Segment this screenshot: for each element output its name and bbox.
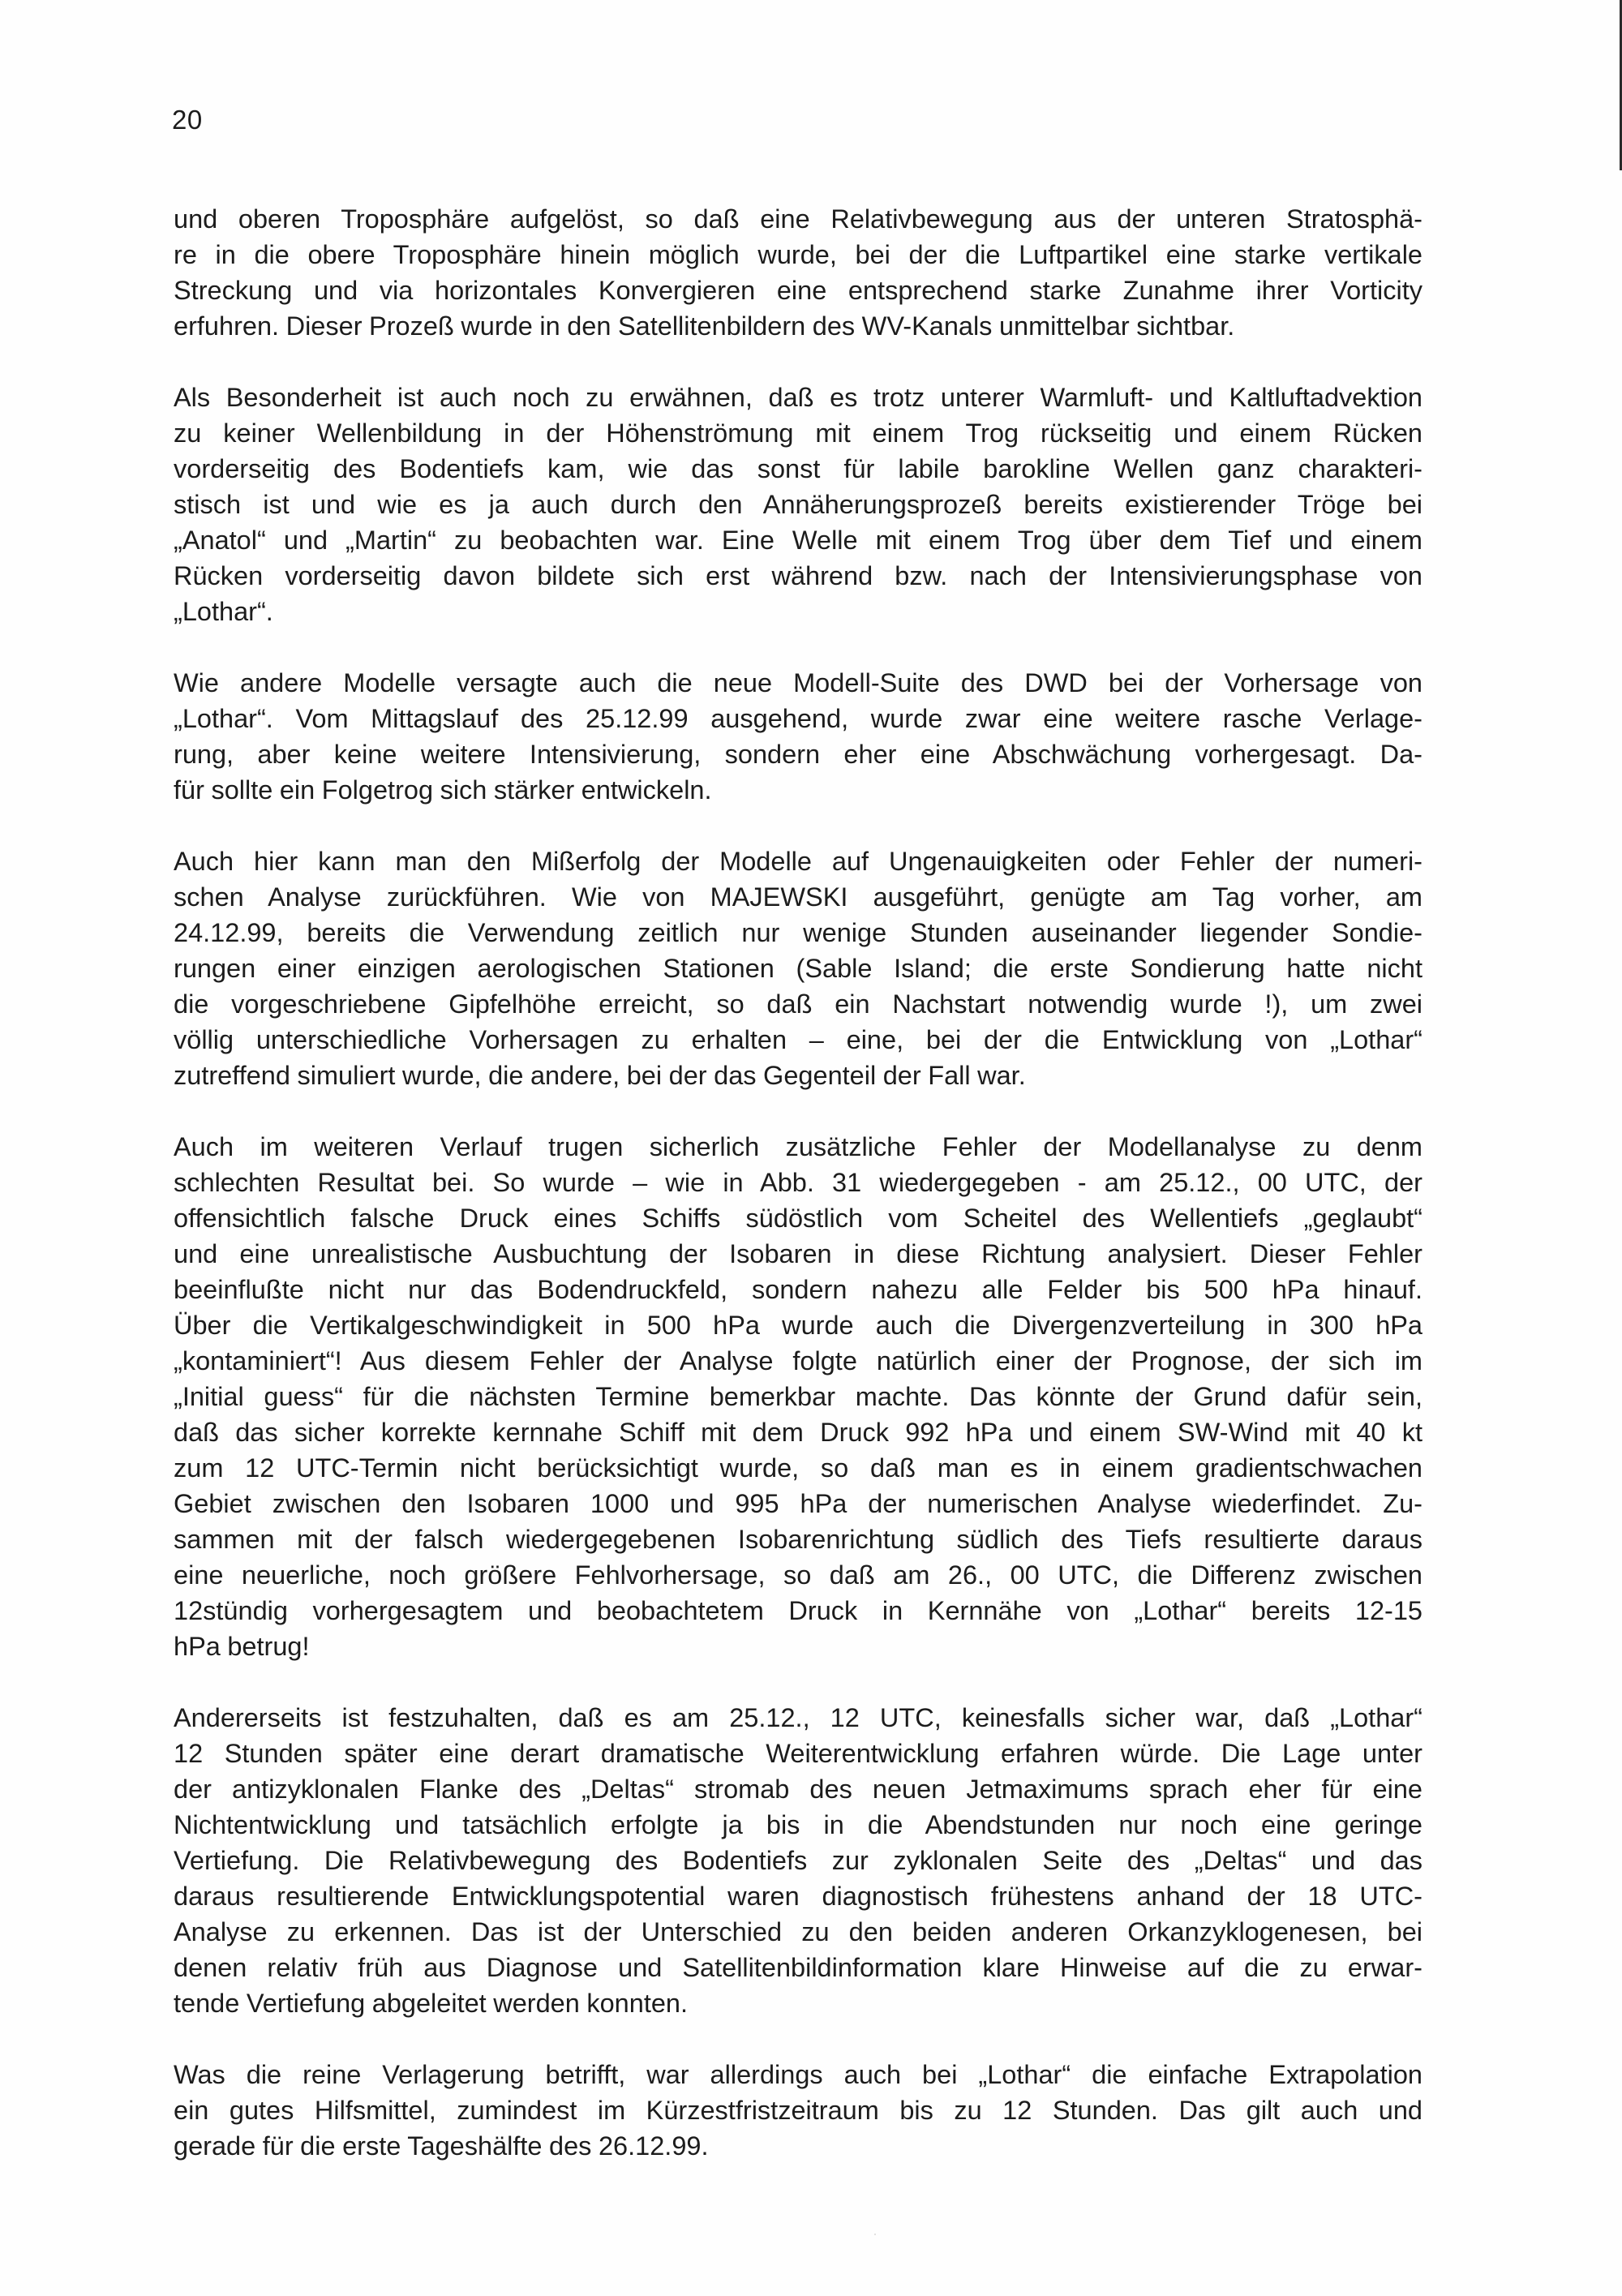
text-line: Auch im weiteren Verlauf trugen sicherlich zusätzliche Fehler der Modellanalyse zu denm (174, 1132, 1422, 1161)
text-line: für sollte ein Folgetrog sich stärker entwickeln. (174, 775, 712, 805)
text-line: Nichtentwicklung und tatsächlich erfolgte ja bis in die Abendstunden nur noch eine geringe (174, 1810, 1422, 1839)
text-line: Auch hier kann man den Mißerfolg der Modelle auf Ungenauigkeiten oder Fehler der numeri- (174, 847, 1422, 876)
text-line: zum 12 UTC-Termin nicht berücksichtigt wurde, so daß man es in einem gradientschwachen (174, 1453, 1422, 1483)
page-number: 20 (172, 105, 203, 135)
paragraph (174, 201, 1422, 344)
text-line: schen Analyse zurückführen. Wie von MAJEWSKI ausgeführt, genügte am Tag vorher, am (174, 882, 1422, 912)
text-line: der antizyklonalen Flanke des „Deltas“ stromab des neuen Jetmaximums sprach eher für eine (174, 1775, 1422, 1804)
text-line: denen relativ früh aus Diagnose und Satellitenbildinformation klare Hinweise auf die zu erwar- (174, 1953, 1422, 1982)
text-line: „Lothar“. (174, 597, 273, 626)
text-line: Als Besonderheit ist auch noch zu erwähnen, daß es trotz unterer Warmluft- und Kaltluftadvektion (174, 383, 1422, 412)
text-line: offensichtlich falsche Druck eines Schiffs südöstlich vom Scheitel des Wellentiefs „geglaubt“ (174, 1204, 1422, 1233)
text-line: beeinflußte nicht nur das Bodendruckfeld, sondern nahezu alle Felder bis 500 hPa hinauf. (174, 1275, 1422, 1304)
text-line: sammen mit der falsch wiedergegebenen Isobarenrichtung südlich des Tiefs resultierte daraus (174, 1525, 1422, 1554)
text-line: 12 Stunden später eine derart dramatische Weiterentwicklung erfahren würde. Die Lage unter (174, 1739, 1422, 1768)
text-line: vorderseitig des Bodentiefs kam, wie das sonst für labile barokline Wellen ganz charakteri- (174, 454, 1422, 483)
text-line: eine neuerliche, noch größere Fehlvorhersage, so daß am 26., 00 UTC, die Differenz zwischen (174, 1560, 1422, 1590)
paragraph (174, 380, 1422, 629)
text-line: hPa betrug! (174, 1632, 310, 1661)
paragraph (174, 2057, 1422, 2164)
text-line: Über die Vertikalgeschwindigkeit in 500 hPa wurde auch die Divergenzverteilung in 300 hPa (174, 1311, 1422, 1340)
body-text (174, 201, 1422, 2199)
text-line: und oberen Troposphäre aufgelöst, so daß eine Relativbewegung aus der unteren Stratosphä- (174, 204, 1422, 234)
text-line: „kontaminiert“! Aus diesem Fehler der Analyse folgte natürlich einer der Prognose, der sich im (174, 1346, 1422, 1375)
paragraph (174, 665, 1422, 808)
text-line: 12stündig vorhergesagtem und beobachtetem Druck in Kernnähe von „Lothar“ bereits 12-15 (174, 1596, 1422, 1625)
text-line: völlig unterschiedliche Vorhersagen zu erhalten – eine, bei der die Entwicklung von „Lothar“ (174, 1025, 1422, 1054)
text-line: Gebiet zwischen den Isobaren 1000 und 995 hPa der numerischen Analyse wiederfindet. Zu- (174, 1489, 1422, 1518)
text-line: zutreffend simuliert wurde, die andere, bei der das Gegenteil der Fall war. (174, 1061, 1026, 1090)
text-line: „Lothar“. Vom Mittagslauf des 25.12.99 ausgehend, wurde zwar eine weitere rasche Verlage- (174, 704, 1422, 733)
text-line: Andererseits ist festzuhalten, daß es am 25.12., 12 UTC, keinesfalls sicher war, daß „Lothar“ (174, 1703, 1422, 1732)
paragraph (174, 1129, 1422, 1664)
text-line: gerade für die erste Tageshälfte des 26.12.99. (174, 2131, 709, 2161)
text-line: Analyse zu erkennen. Das ist der Unterschied zu den beiden anderen Orkanzyklogenesen, bei (174, 1917, 1422, 1946)
scan-speck (874, 2234, 876, 2235)
text-line: rung, aber keine weitere Intensivierung, sondern eher eine Abschwächung vorhergesagt. Da- (174, 740, 1422, 769)
text-line: zu keiner Wellenbildung in der Höhenströmung mit einem Trog rückseitig und einem Rücken (174, 418, 1422, 448)
text-line: rungen einer einzigen aerologischen Stationen (Sable Island; die erste Sondierung hatte nicht (174, 954, 1422, 983)
text-line: schlechten Resultat bei. So wurde – wie in Abb. 31 wiedergegeben - am 25.12., 00 UTC, der (174, 1168, 1422, 1197)
text-line: „Initial guess“ für die nächsten Termine bemerkbar machte. Das könnte der Grund dafür sein, (174, 1382, 1422, 1411)
text-line: daraus resultierende Entwicklungspotential waren diagnostisch frühestens anhand der 18 UTC- (174, 1882, 1422, 1911)
text-line: Wie andere Modelle versagte auch die neue Modell-Suite des DWD bei der Vorhersage von (174, 668, 1422, 697)
text-line: Streckung und via horizontales Konvergieren eine entsprechend starke Zunahme ihrer Vorticity (174, 276, 1422, 305)
text-line: erfuhren. Dieser Prozeß wurde in den Satellitenbildern des WV-Kanals unmittelbar sichtbar. (174, 311, 1235, 341)
text-line: re in die obere Troposphäre hinein möglich wurde, bei der die Luftpartikel eine starke vertikale (174, 240, 1422, 269)
text-line: tende Vertiefung abgeleitet werden konnten. (174, 1989, 689, 2018)
text-line: 24.12.99, bereits die Verwendung zeitlich nur wenige Stunden auseinander liegender Sondie- (174, 918, 1422, 947)
text-line: stisch ist und wie es ja auch durch den Annäherungsprozeß bereits existierender Tröge bei (174, 490, 1422, 519)
text-line: Vertiefung. Die Relativbewegung des Bodentiefs zur zyklonalen Seite des „Deltas“ und das (174, 1846, 1422, 1875)
text-line: und eine unrealistische Ausbuchtung der Isobaren in diese Richtung analysiert. Dieser Fehler (174, 1239, 1422, 1268)
text-line: Was die reine Verlagerung betrifft, war allerdings auch bei „Lothar“ die einfache Extrapolation (174, 2060, 1422, 2089)
text-line: ein gutes Hilfsmittel, zumindest im Kürzestfristzeitraum bis zu 12 Stunden. Das gilt auch und (174, 2096, 1422, 2125)
text-line: daß das sicher korrekte kernnahe Schiff mit dem Druck 992 hPa und einem SW-Wind mit 40 kt (174, 1418, 1422, 1447)
text-line: „Anatol“ und „Martin“ zu beobachten war. Eine Welle mit einem Trog über dem Tief und einem (174, 526, 1422, 555)
text-line: die vorgeschriebene Gipfelhöhe erreicht, so daß ein Nachstart notwendig wurde !), um zwei (174, 989, 1422, 1019)
paragraph (174, 843, 1422, 1093)
text-line: Rücken vorderseitig davon bildete sich erst während bzw. nach der Intensivierungsphase von (174, 561, 1422, 590)
paragraph (174, 1700, 1422, 2021)
